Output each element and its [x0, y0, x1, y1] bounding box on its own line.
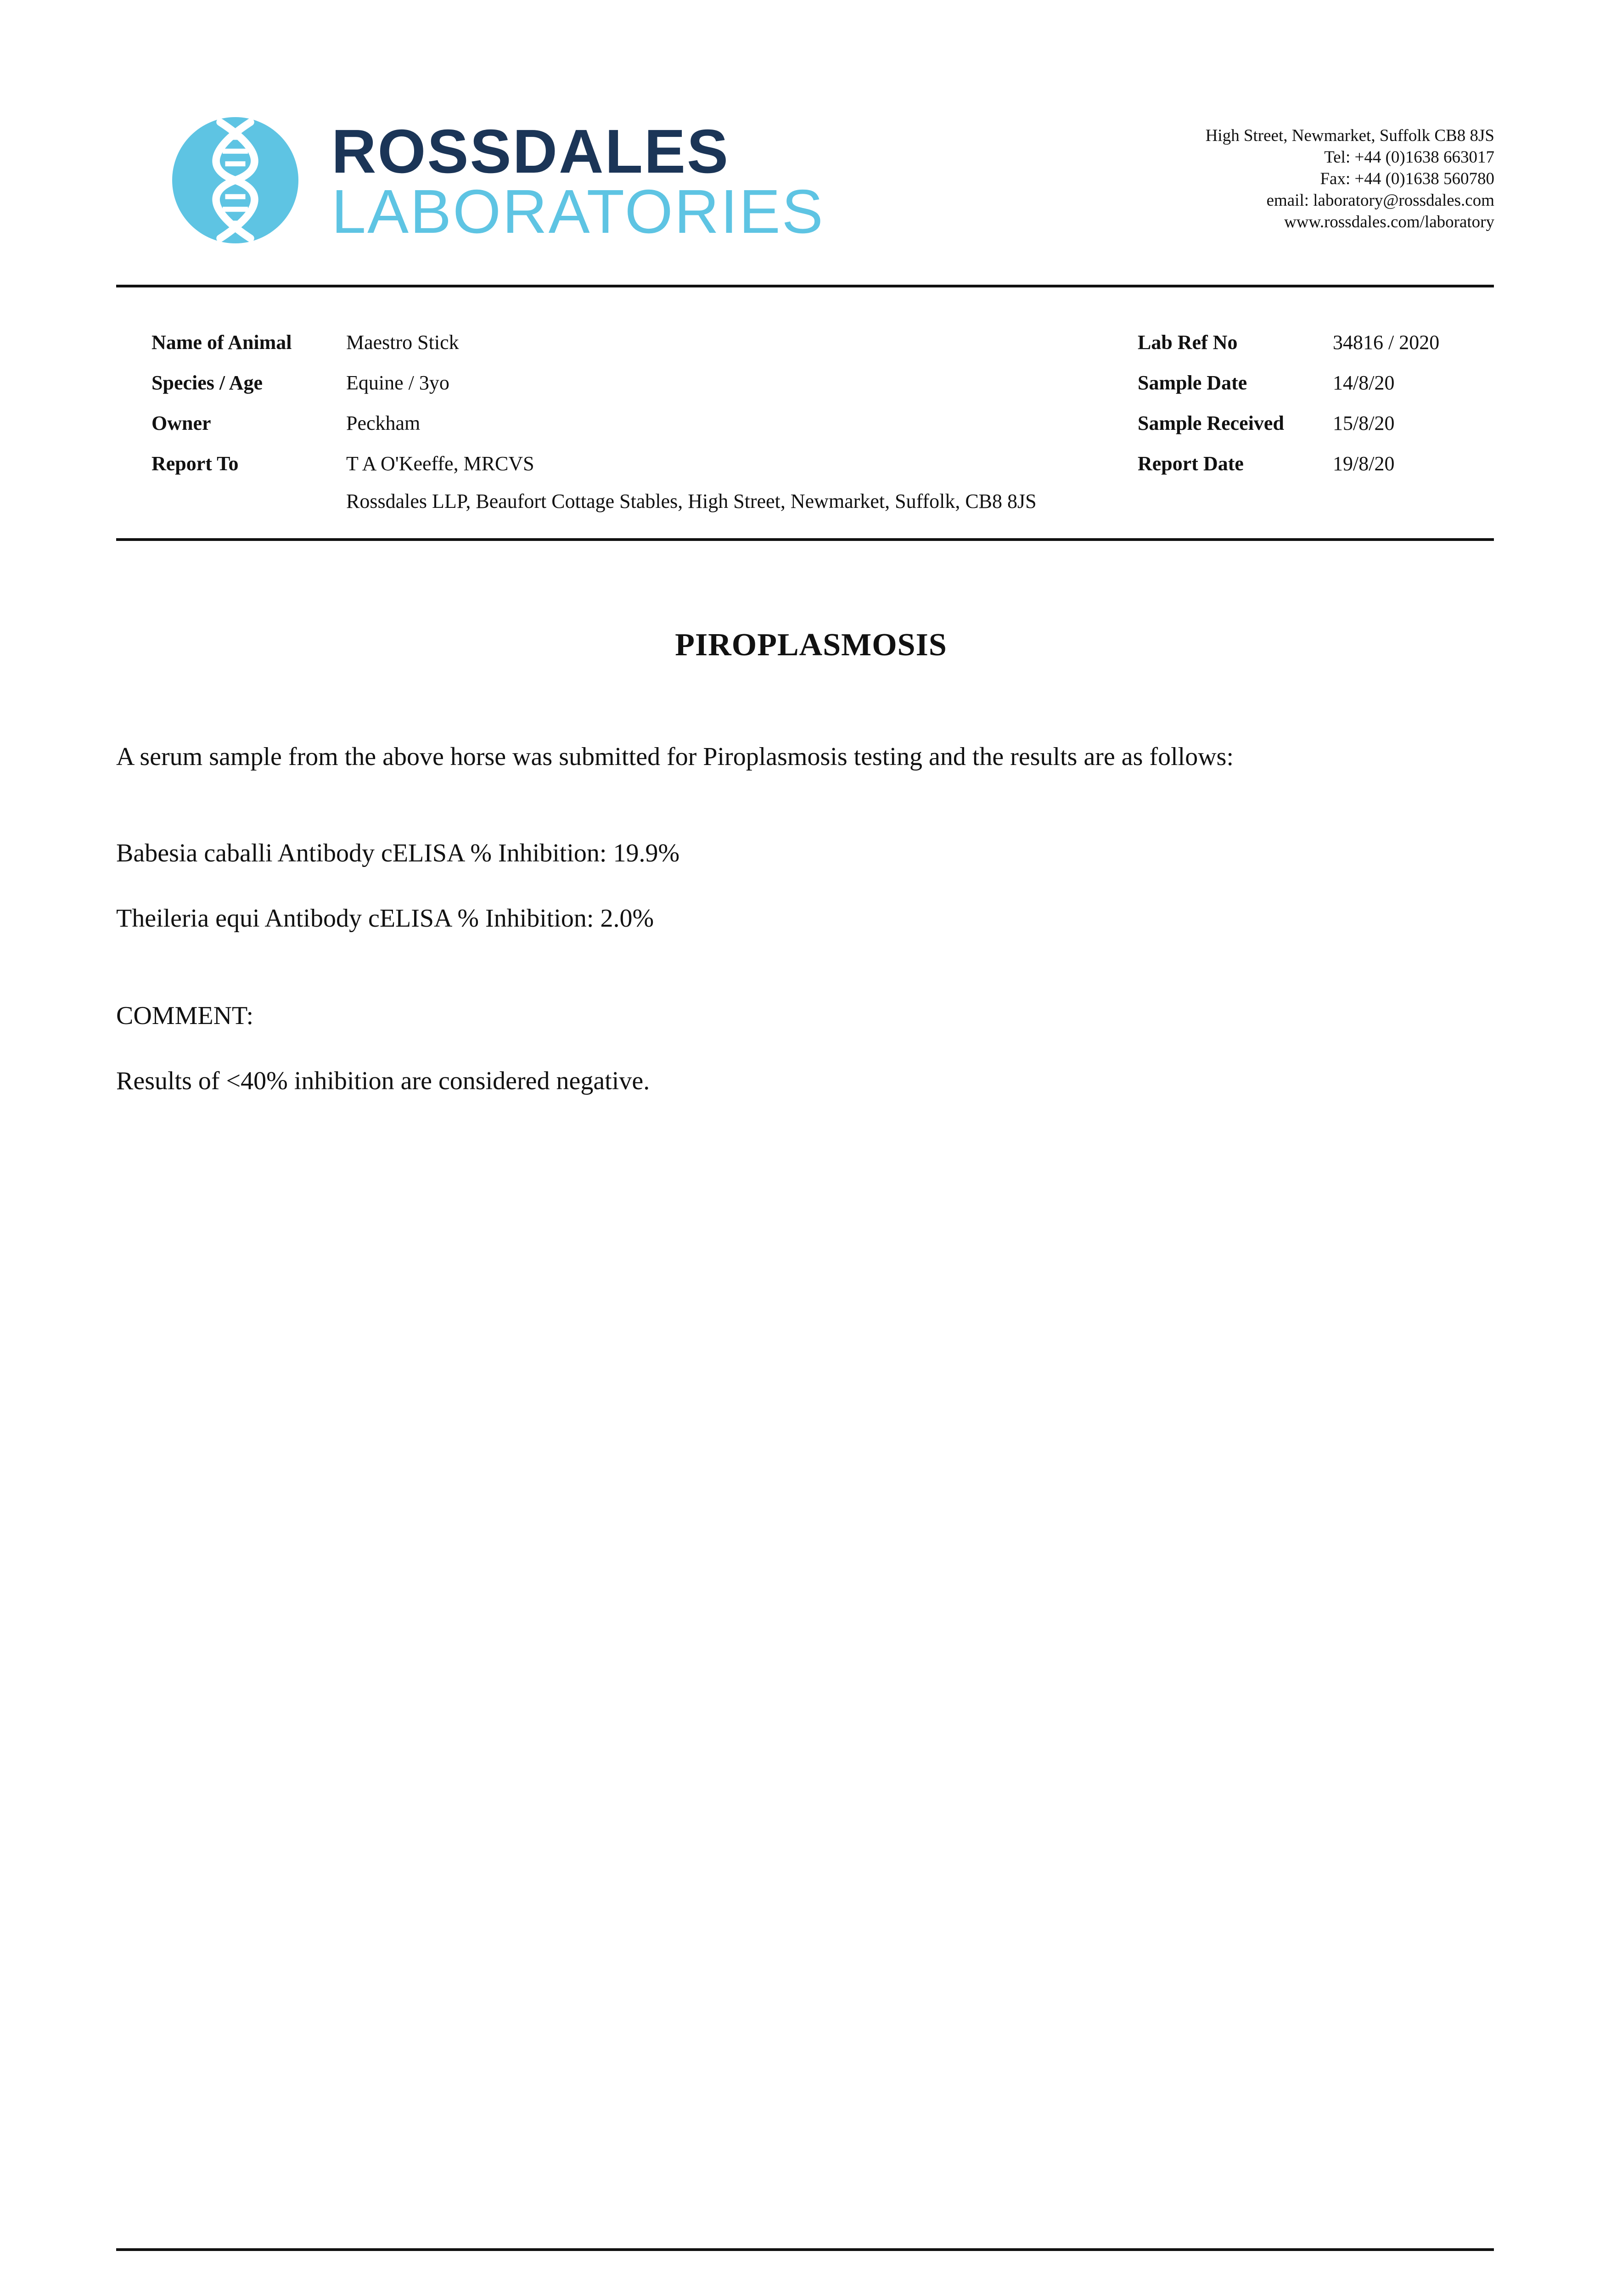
info-divider — [116, 538, 1494, 541]
contact-email: email: laboratory@rossdales.com — [1266, 191, 1494, 210]
report-title: PIROPLASMOSIS — [675, 627, 947, 663]
name-of-animal-value: Maestro Stick — [346, 331, 459, 354]
species-age-value: Equine / 3yo — [346, 371, 449, 394]
lab-ref-label: Lab Ref No — [1138, 331, 1238, 354]
report-to-label: Report To — [152, 452, 239, 475]
result-theileria: Theileria equi Antibody cELISA % Inhibition: 2.0% — [116, 904, 654, 933]
brand-subtitle: LABORATORIES — [331, 177, 825, 246]
result-babesia: Babesia caballi Antibody cELISA % Inhibition: 19.9% — [116, 839, 680, 867]
contact-address: High Street, Newmarket, Suffolk CB8 8JS — [1205, 126, 1494, 145]
sample-received-label: Sample Received — [1138, 412, 1284, 434]
contact-block — [1206, 125, 1494, 233]
dna-helix-icon — [172, 117, 298, 243]
report-date-value: 19/8/20 — [1333, 452, 1395, 475]
report-date-label: Report Date — [1138, 452, 1244, 475]
lab-ref-value: 34816 / 2020 — [1333, 331, 1440, 354]
contact-fax: Fax: +44 (0)1638 560780 — [1320, 169, 1494, 188]
sample-date-value: 14/8/20 — [1333, 371, 1395, 394]
report-to-value: T A O'Keeffe, MRCVS — [346, 452, 534, 475]
report-to-address: Rossdales LLP, Beaufort Cottage Stables, High Street, Newmarket, Suffolk, CB8 8JS — [346, 490, 1037, 512]
header-divider — [116, 285, 1494, 287]
sample-date-label: Sample Date — [1138, 371, 1247, 394]
contact-web: www.rossdales.com/laboratory — [1284, 213, 1494, 231]
comment-label: COMMENT: — [116, 1002, 254, 1030]
sample-received-value: 15/8/20 — [1333, 412, 1395, 434]
species-age-label: Species / Age — [152, 371, 263, 394]
owner-value: Peckham — [346, 412, 421, 434]
owner-label: Owner — [152, 412, 211, 434]
footer-divider — [116, 2248, 1494, 2251]
name-of-animal-label: Name of Animal — [152, 331, 292, 354]
intro-paragraph: A serum sample from the above horse was submitted for Piroplasmosis testing and the results are as follows: — [116, 743, 1234, 771]
contact-tel: Tel: +44 (0)1638 663017 — [1324, 148, 1494, 167]
comment-text: Results of <40% inhibition are considered negative. — [116, 1067, 650, 1095]
brand-name: ROSSDALES — [331, 117, 730, 186]
